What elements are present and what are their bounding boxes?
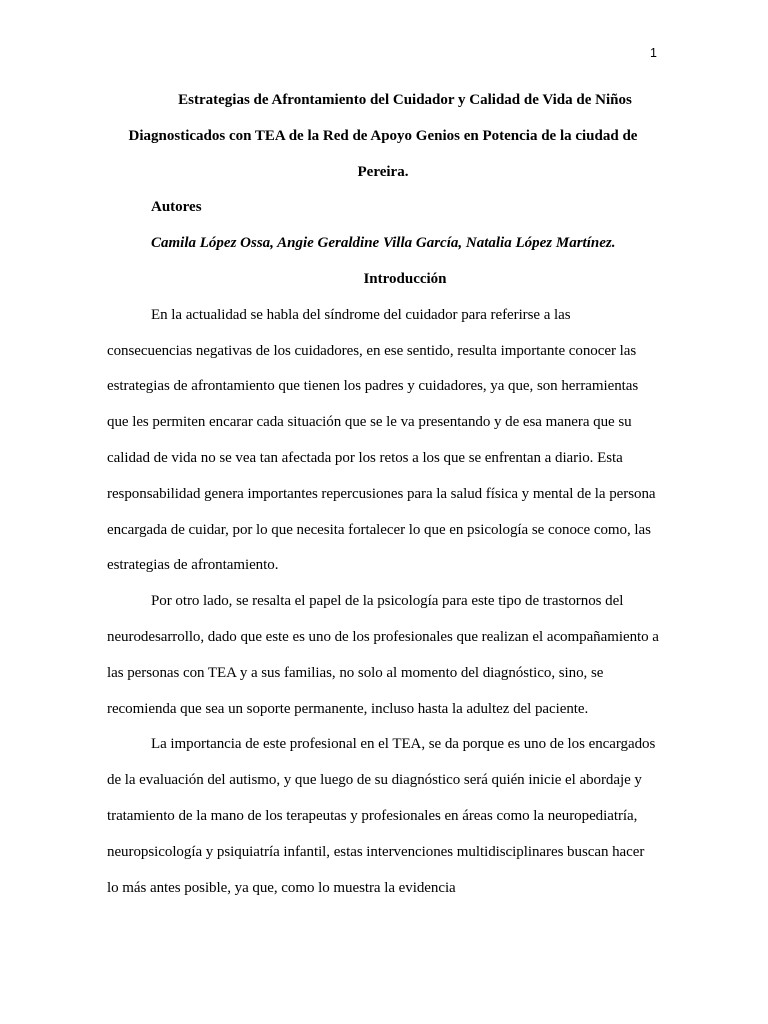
authors-names: Camila López Ossa, Angie Geraldine Villa García, Natalia López Martínez. [151,235,616,252]
paragraph: Por otro lado, se resalta el papel de la psicología para este tipo de trastornos del neurodesarrollo, dado que este es uno de los profesionales que realizan el acompañamiento a las personas con TEA y a sus familias, no solo al momento del diagnóstico, sino, se recomienda que sea un soporte permanente, incluso hasta la adultez del paciente. [107,593,659,717]
authors-label: Autores [151,199,202,216]
paragraph: En la actualidad se habla del síndrome del cuidador para referirse a las consecuencias negativas de los cuidadores, en ese sentido, resulta importante conocer las estrategias de afrontamiento que tienen los padres y cuidadores, ya que, son herramientas que les permiten encarar cada situación que se le va presentando y de esa manera que su calidad de vida no se vea tan afectada por los retos a los que se enfrentan a diario. Esta responsabilidad genera importantes repercusiones para la salud física y mental de la persona encargada de cuidar, por lo que necesita fortalecer lo que en psicología se conoce como, las estrategias de afrontamiento. [107,306,656,574]
paragraph: La importancia de este profesional en el TEA, se da porque es uno de los encargados de la evaluación del autismo, y que luego de su diagnóstico será quién inicie el abordaje y tratamiento de la mano de los terapeutas y profesionales en áreas como la neuropediatría, neuropsicología y psiquiatría infantil, estas intervenciones multidisciplinares buscan hacer lo más antes posible, ya que, como lo muestra la evidencia [107,736,656,896]
page-number: 1 [650,46,657,60]
section-title: Introducción [363,270,447,287]
document-body [107,83,659,906]
document-title: Estrategias de Afrontamiento del Cuidador y Calidad de Vida de Niños Diagnosticados con TEA de la Red de Apoyo Genios en Potencia de la ciudad de Pereira. [128,92,638,180]
